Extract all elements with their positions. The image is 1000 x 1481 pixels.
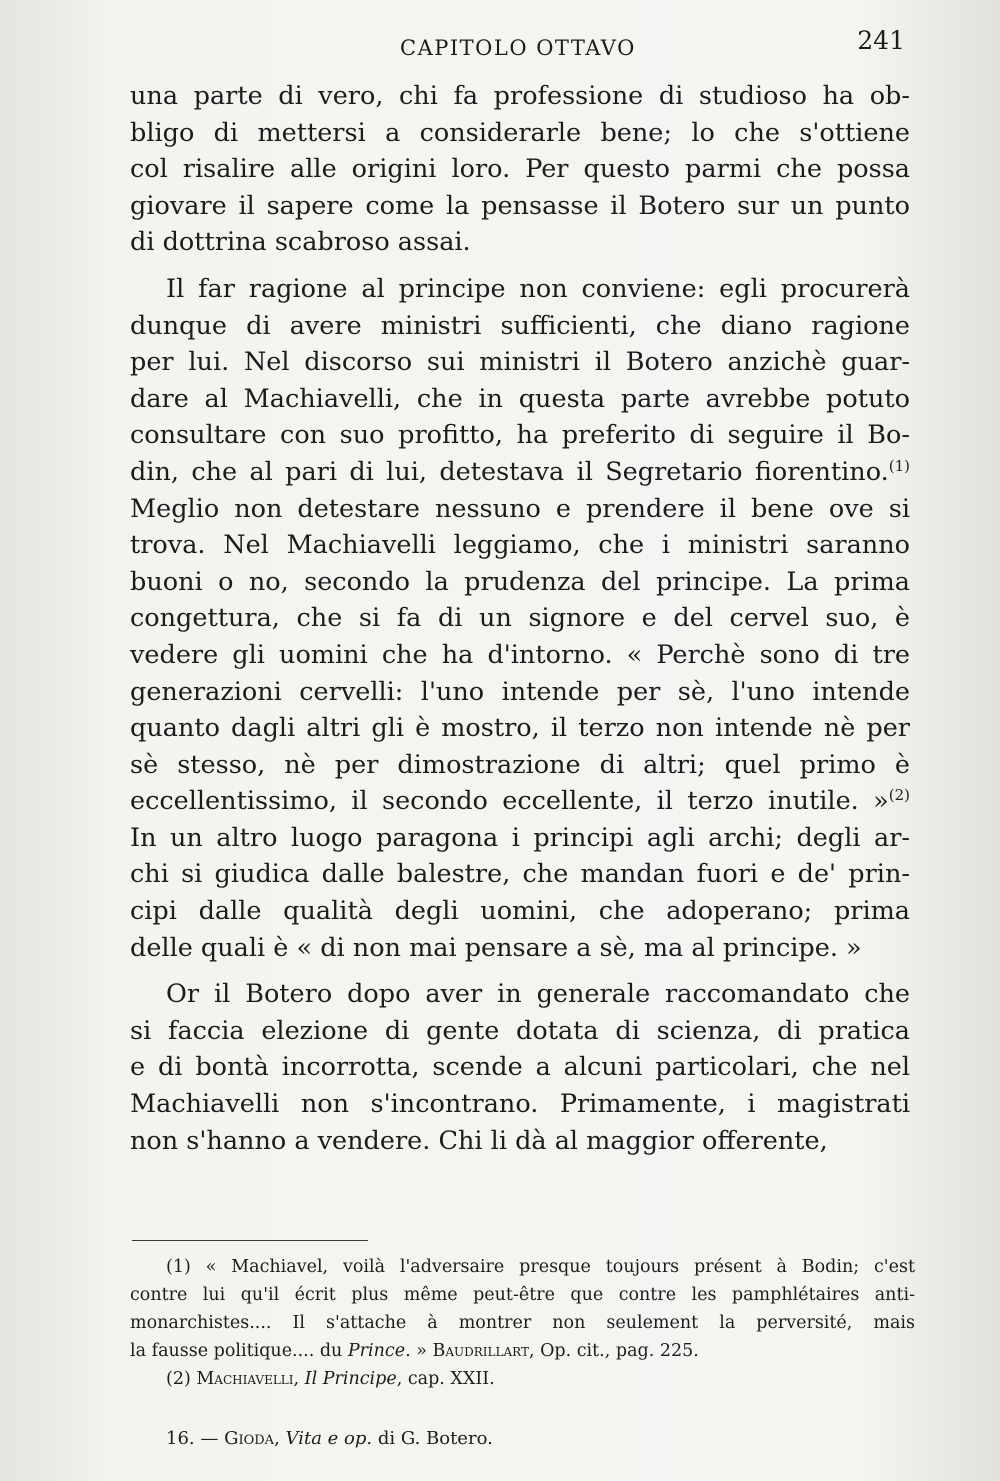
footnote-1-line-3: monarchistes.... Il s'attache à montrer non seulement la perversité, mais xyxy=(130,1313,915,1333)
footnote-1-author: Baudrillart xyxy=(432,1341,529,1361)
text-line: Or il Botero dopo aver in generale raccomandato che xyxy=(166,979,910,1010)
footnote-marker: (1) xyxy=(888,456,910,475)
footnote-rule xyxy=(132,1240,368,1241)
text-line: quanto dagli altri gli è mostro, il terzo non intende nè per xyxy=(130,713,910,744)
text-line: si faccia elezione di gente dotata di scienza, di pratica xyxy=(130,1015,910,1046)
signature-author: Gioda xyxy=(224,1428,275,1449)
text-line: bligo di mettersi a considerarle bene; lo che s'ottiene xyxy=(130,117,910,148)
text-line: dare al Machiavelli, che in questa parte avrebbe potuto xyxy=(130,383,910,414)
text-line: buoni o no, secondo la prudenza del principe. La prima xyxy=(130,566,910,597)
main-text xyxy=(130,78,910,1159)
text-line: non s'hanno a vendere. Chi li dà al maggior offerente, xyxy=(130,1125,828,1156)
text-line: di dottrina scabroso assai. xyxy=(130,227,471,258)
paragraph-3 xyxy=(130,976,910,1159)
footnote-2-title: Il Principe xyxy=(304,1369,397,1389)
text-line: delle quali è « di non mai pensare a sè, ma al principe. » xyxy=(130,932,862,963)
text-line: congettura, che si fa di un signore e del cervel suo, è xyxy=(130,603,910,634)
text-line: din, che al pari di lui, detestava il Segretario fiorentino.$^{(1)}$ xyxy=(130,456,910,487)
footnote-2-marker: (2) xyxy=(166,1369,191,1389)
page-header xyxy=(130,22,905,72)
footnote-1-line-4: la fausse politique.... du Prince. » Baudrillart, Op. cit., pag. 225. xyxy=(130,1341,699,1361)
text-line: consultare con suo profitto, ha preferito di seguire il Bo- xyxy=(130,420,910,451)
text-line: chi si giudica dalle balestre, che mandan fuori e de' prin- xyxy=(130,859,910,890)
footnote-1-marker: (1) xyxy=(166,1257,191,1277)
text-line: Il far ragione al principe non conviene: egli procurerà xyxy=(166,273,910,304)
text-line: giovare il sapere come la pensasse il Botero sur un punto xyxy=(130,190,910,221)
paragraph-2 xyxy=(130,271,910,966)
text-line: trova. Nel Machiavelli leggiamo, che i ministri saranno xyxy=(130,530,910,561)
text-line: eccellentissimo, il secondo eccellente, il terzo inutile. »$^{(2)}$ xyxy=(130,786,910,817)
text-line: Meglio non detestare nessuno e prendere il bene ove si xyxy=(130,493,910,524)
footnote-2: (2) Machiavelli, Il Principe, cap. XXII. xyxy=(166,1369,495,1389)
footnote-marker: (2) xyxy=(888,786,910,805)
paragraph-1 xyxy=(130,78,910,261)
footnote-1-line-2: contre lui qu'il écrit plus même peut-être que contre les pamphlétaires anti- xyxy=(130,1285,915,1305)
text-line: col risalire alle origini loro. Per questo parmi che possa xyxy=(130,154,910,185)
page-number: 241 xyxy=(857,26,905,55)
footnote-2-author: Machiavelli xyxy=(196,1369,294,1389)
signature-title: Vita e op. xyxy=(285,1428,373,1449)
text-line: sè stesso, nè per dimostrazione di altri; quel primo è xyxy=(130,749,910,780)
text-line: per lui. Nel discorso sui ministri il Botero anzichè guar- xyxy=(130,347,910,378)
text-line: dunque di avere ministri sufficienti, che diano ragione xyxy=(130,310,910,341)
text-line: Machiavelli non s'incontrano. Primamente, i magistrati xyxy=(130,1089,910,1120)
text-line: generazioni cervelli: l'uno intende per sè, l'uno intende xyxy=(130,676,910,707)
footnote-1-line-1: (1) « Machiavel, voilà l'adversaire presque toujours présent à Bodin; c'est xyxy=(166,1257,915,1277)
text-line: e di bontà incorrotta, scende a alcuni particolari, che nel xyxy=(130,1052,910,1083)
text-line: una parte di vero, chi fa professione di studioso ha ob- xyxy=(130,81,910,111)
text-line: vedere gli uomini che ha d'intorno. « Perchè sono di tre xyxy=(130,639,910,670)
running-head: CAPITOLO OTTAVO xyxy=(400,36,636,60)
text-line: In un altro luogo paragona i principi agli archi; degli ar- xyxy=(130,822,910,853)
footnote-1-title: Prince xyxy=(347,1341,406,1361)
signature-line: 16. — Gioda, Vita e op. di G. Botero. xyxy=(166,1428,493,1449)
footnotes xyxy=(130,1253,915,1393)
text-line: cipi dalle qualità degli uomini, che adoperano; prima xyxy=(130,896,910,927)
